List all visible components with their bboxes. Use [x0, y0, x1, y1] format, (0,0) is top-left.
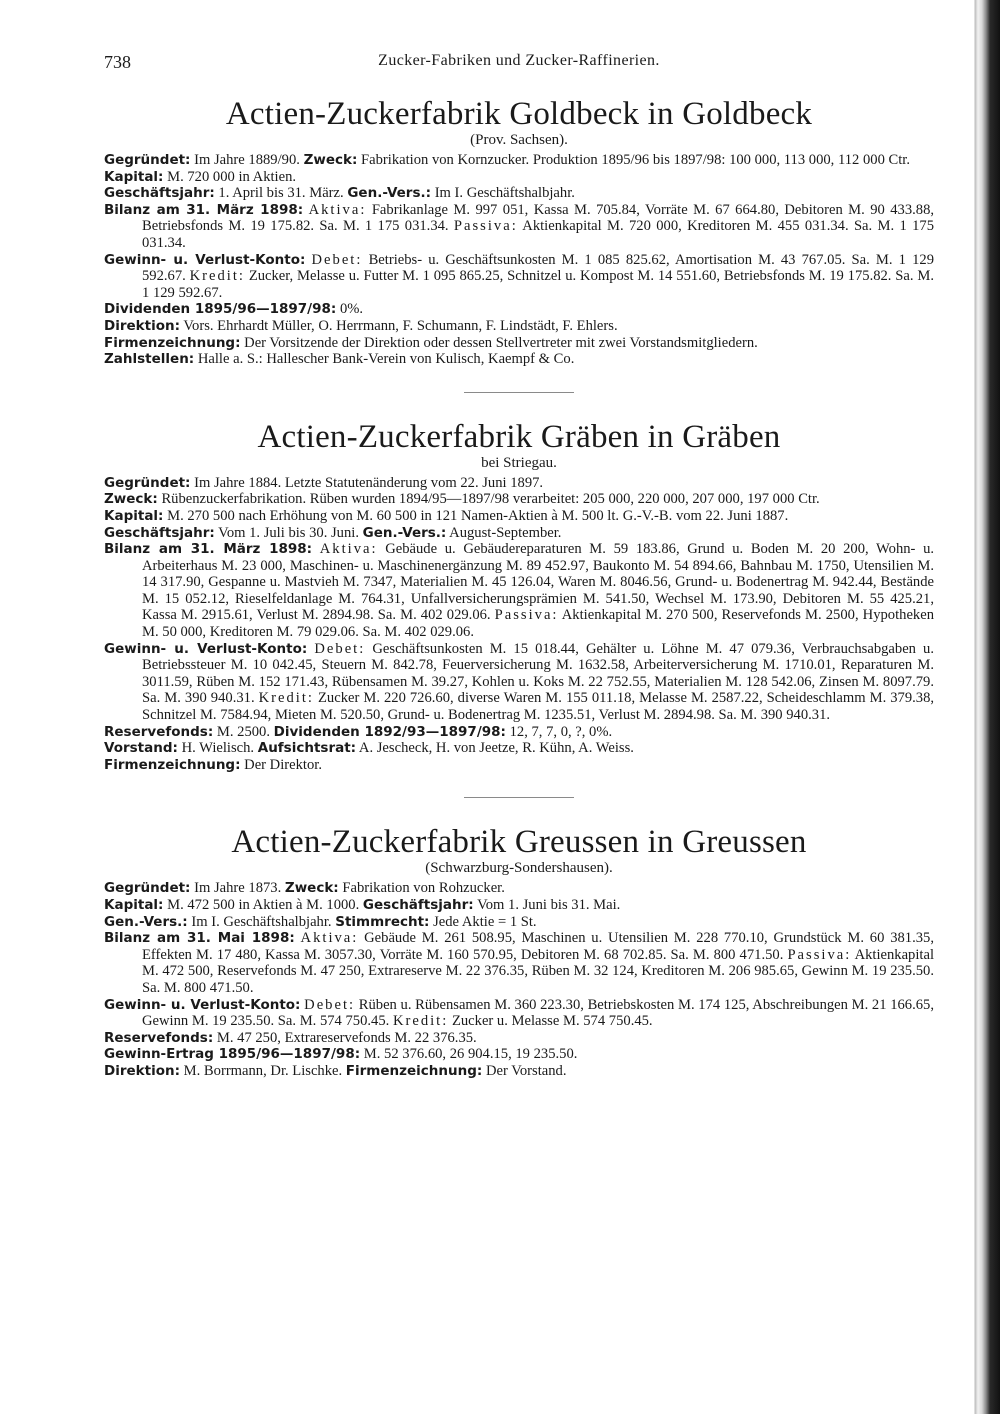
founded-paragraph: [104, 880, 934, 897]
liabilities-word: Passiva:: [494, 607, 559, 624]
liabilities-value: Aktienkapital M. 472 500, Reservefonds M. 47 250, Extrareserve M. 22 376.35, Rüben M. 32 124, Kreditoren M. 206 985.65, Gewinn M. 19 235.50. Sa. M. 800 471.50.: [142, 946, 934, 996]
dividends-paragraph: [104, 301, 934, 318]
supervisory-board-value: A. Jescheck, H. von Jeetze, R. Kühn, A. Weiss.: [358, 740, 634, 757]
profit-loss-label: Gewinn- u. Verlust-Konto:: [104, 251, 306, 268]
capital-value: M. 270 500 nach Erhöhung von M. 60 500 in 121 Namen-Aktien à M. 500 lt. G.-V.-B. vom 22. Juni 1887.: [167, 507, 789, 524]
board-label: Direktion:: [104, 317, 180, 334]
signature-value: Der Direktor.: [244, 756, 322, 773]
profit-loss-label: Gewinn- u. Verlust-Konto:: [104, 640, 308, 657]
company-title: Actien-Zuckerfabrik Greussen in Greussen: [231, 824, 807, 861]
debit-word: Debet:: [311, 251, 363, 268]
profit-loss-paragraph: [104, 252, 934, 302]
page-number: 738: [104, 52, 131, 72]
running-head: [104, 52, 934, 82]
reserve-value: M. 2500.: [216, 723, 270, 740]
liabilities-word: Passiva:: [453, 218, 518, 235]
assets-word: Aktiva:: [308, 201, 367, 218]
credit-value: Zucker M. 220 726.60, diverse Waren M. 155 011.18, Melasse M. 2587.22, Scheideschlamm M. 379.38, Schnitzel M. 7584.94, Mieten M. 520.50, Grund- u. Bodenertrag M. 1235.51, Verlust M. 2894.98. Sa. M. 390 940.31.: [142, 690, 935, 724]
paying-agents-label: Zahlstellen:: [104, 351, 195, 368]
board-paragraph: [104, 1063, 934, 1080]
founded-value: Im Jahre 1884. Letzte Statutenänderung vom 22. Juni 1897.: [194, 474, 544, 491]
general-meeting-label: Gen.-Vers.:: [104, 913, 188, 930]
purpose-value: Rübenzuckerfabrikation. Rüben wurden 1894/95—1897/98 verarbeitet: 205 000, 220 000, 207 000, 197 000 Ctr.: [161, 491, 820, 508]
purpose-value: Fabrikation von Rohzucker.: [342, 880, 505, 897]
paying-agents-paragraph: [104, 351, 934, 368]
page-edge-shadow: [968, 0, 1000, 1414]
debit-word: Debet:: [314, 640, 366, 657]
founded-label: Gegründet:: [104, 152, 191, 168]
paying-agents-value: Halle a. S.: Hallescher Bank-Verein von Kulisch, Kaempf & Co.: [197, 351, 575, 368]
debit-value: Betriebs- u. Geschäftsunkosten M. 1 085 825.62, Amortisation M. 43 767.05. Sa. M. 1 129 592.67.: [142, 251, 934, 285]
dividends-label: Dividenden 1895/96—1897/98:: [104, 301, 337, 318]
credit-word: Kredit:: [189, 268, 245, 285]
founded-value: Im Jahre 1873.: [194, 880, 282, 897]
board-label: Direktion:: [104, 1062, 180, 1079]
general-meeting-value: Im I. Geschäftshalbjahr.: [434, 185, 575, 202]
capital-label: Kapital:: [104, 507, 164, 524]
credit-value: Zucker u. Melasse M. 574 750.45.: [451, 1013, 653, 1030]
company-location: (Prov. Sachsen).: [470, 132, 568, 148]
company-title: Actien-Zuckerfabrik Goldbeck in Goldbeck: [225, 96, 813, 132]
fiscal-year-paragraph: [104, 525, 934, 542]
capital-paragraph: [104, 897, 934, 914]
liabilities-value: Aktienkapital M. 270 500, Reservefonds M. 2500, Hypotheken M. 50 000, Kreditoren M. 79 029.06. Sa. M. 402 029.06.: [142, 607, 935, 641]
capital-value: M. 720 000 in Aktien.: [167, 168, 297, 185]
dividends-value: 12, 7, 7, 0, ?, 0%.: [509, 723, 613, 740]
assets-word: Aktiva:: [300, 930, 359, 947]
founded-label: Gegründet:: [104, 474, 191, 491]
capital-value: M. 472 500 in Aktien à M. 1000.: [167, 897, 360, 913]
board-value: M. Borrmann, Dr. Lischke.: [183, 1062, 343, 1079]
general-meeting-paragraph: [104, 914, 934, 931]
fiscal-year-paragraph: [104, 185, 934, 202]
management-value: H. Wielisch.: [181, 740, 255, 757]
profit-loss-paragraph: [104, 997, 934, 1030]
purpose-label: Zweck:: [104, 491, 158, 508]
general-meeting-label: Gen.-Vers.:: [347, 185, 432, 202]
founded-paragraph: [104, 475, 934, 492]
debit-word: Debet:: [304, 996, 356, 1013]
dividends-value: 0%.: [339, 301, 364, 318]
profit-loss-label: Gewinn- u. Verlust-Konto:: [104, 996, 301, 1013]
dividends-label: Dividenden 1892/93—1897/98:: [273, 723, 506, 740]
assets-value: Gebäude M. 261 508.95, Maschinen u. Utensilien M. 228 770.10, Grundstück M. 60 381.35, Effekten M. 17 480, Kassa M. 3057.30, Vorräte M. 160 570.95, Debitoren M. 68 702.85. Sa. M. 800 471.50.: [142, 930, 934, 963]
fiscal-year-value: Vom 1. Juli bis 30. Juni.: [218, 524, 359, 541]
management-paragraph: [104, 740, 934, 757]
profit-loss-paragraph: [104, 641, 934, 724]
general-meeting-value: August-September.: [449, 524, 562, 541]
signature-paragraph: [104, 757, 934, 774]
purpose-label: Zweck:: [284, 880, 339, 897]
capital-label: Kapital:: [104, 897, 164, 913]
founded-label: Gegründet:: [104, 880, 191, 897]
fiscal-year-label: Geschäftsjahr:: [362, 897, 474, 913]
entry-greussen: [104, 824, 934, 1079]
voting-right-label: Stimmrecht:: [335, 913, 430, 930]
founded-paragraph: [104, 152, 934, 169]
board-value: Vors. Ehrhardt Müller, O. Herrmann, F. Schumann, F. Lindstädt, F. Ehlers.: [183, 317, 618, 334]
balance-label: Bilanz am 31. März 1898:: [104, 201, 304, 218]
debit-value: Rüben u. Rübensamen M. 360 223.30, Betriebskosten M. 174 125, Abschreibungen M. 21 166.65, Gewinn M. 19 235.50. Sa. M. 574 750.45.: [142, 996, 934, 1030]
signature-label: Firmenzeichnung:: [104, 334, 241, 351]
purpose-label: Zweck:: [303, 152, 358, 168]
company-location: bei Striegau.: [481, 454, 557, 471]
assets-value: Gebäude u. Gebäudereparaturen M. 59 183.86, Grund u. Boden M. 20 200, Wohn- u. Arbeiterhaus M. 23 000, Maschinen- u. Maschinenergänzung M. 89 452.97, Baukonto M. 54 894.66, Bahnbau M. 1750, Utensilien M. 14 317.90, Gespanne u. Mastvieh M. 7347, Materialien M. 45 126.04, Waren M. 8046.56, Grund- u. Bodenertrag M. 942.44, Bestände M. 15 052.12, Rieselfeldanlage M. 764.31, Unfallversicherungsprämien M. 541.50, Wechsel M. 173.90, Debitoren M. 55 425.21, Kassa M. 2915.61, Verlust M. 2894.98. Sa. M. 402 029.06.: [142, 541, 935, 624]
capital-paragraph: [104, 508, 934, 525]
general-meeting-label: Gen.-Vers.:: [362, 524, 447, 541]
reserve-paragraph: [104, 724, 934, 741]
credit-word: Kredit:: [392, 1013, 449, 1030]
balance-paragraph: [104, 202, 934, 252]
purpose-paragraph: [104, 491, 934, 508]
company-location: (Schwarzburg-Sondershausen).: [425, 860, 613, 877]
signature-value: Der Vorsitzende der Direktion oder dessen Stellvertreter mit zwei Vorstandsmitgliedern.: [244, 334, 758, 351]
running-title: Zucker-Fabriken und Zucker-Raffinerien.: [378, 52, 660, 69]
fiscal-year-value: Vom 1. Juni bis 31. Mai.: [477, 897, 621, 913]
liabilities-word: Passiva:: [787, 946, 852, 963]
profit-yield-paragraph: [104, 1046, 934, 1063]
voting-right-value: Jede Aktie = 1 St.: [433, 913, 537, 930]
fiscal-year-value: 1. April bis 31. März.: [218, 185, 344, 202]
assets-value: Fabrikanlage M. 997 051, Kassa M. 705.84, Vorräte M. 67 664.80, Debitoren M. 90 433.88, Betriebsfonds M. 19 175.82. Sa. M. 1 175 031.34.: [142, 201, 935, 235]
founded-value: Im Jahre 1889/90.: [194, 152, 300, 168]
fiscal-year-label: Geschäftsjahr:: [104, 524, 215, 541]
section-divider: [464, 797, 574, 798]
assets-word: Aktiva:: [319, 541, 378, 558]
management-label: Vorstand:: [104, 740, 178, 757]
capital-label: Kapital:: [104, 168, 164, 185]
debit-value: Geschäftsunkosten M. 15 018.44, Gehälter u. Löhne M. 47 079.36, Verbrauchsabgaben u. Betriebssteuer M. 10 042.45, Steuern M. 842.78, Feuerversicherung M. 1632.58, Arbeiterversicherung M. 1710.01, Reparaturen M. 3011.59, Rüben M. 152 171.43, Rübensamen M. 39.27, Kohlen u. Koks M. 22 752.55, Materialien M. 128 542.06, Zinsen M. 8097.79. Sa. M. 390 940.31.: [142, 640, 934, 707]
section-divider: [464, 392, 574, 393]
credit-value: Zucker, Melasse u. Futter M. 1 095 865.25, Schnitzel u. Kompost M. 14 551.60, Betriebsfonds M. 19 175.82. Sa. M. 1 129 592.67.: [142, 268, 934, 301]
signature-value: Der Vorstand.: [485, 1062, 567, 1079]
board-paragraph: [104, 318, 934, 335]
balance-label: Bilanz am 31. Mai 1898:: [104, 930, 295, 947]
entry-goldbeck: [104, 96, 934, 368]
reserve-label: Reservefonds:: [104, 723, 214, 740]
profit-yield-label: Gewinn-Ertrag 1895/96—1897/98:: [104, 1046, 361, 1063]
balance-label: Bilanz am 31. März 1898:: [104, 541, 313, 558]
entry-graeben: [104, 419, 934, 774]
capital-paragraph: [104, 169, 934, 186]
general-meeting-value: Im I. Geschäftshalbjahr.: [191, 913, 332, 930]
signature-label: Firmenzeichnung:: [104, 756, 241, 773]
credit-word: Kredit:: [258, 690, 314, 707]
signature-label: Firmenzeichnung:: [345, 1062, 483, 1079]
fiscal-year-label: Geschäftsjahr:: [104, 185, 215, 202]
reserve-paragraph: [104, 1030, 934, 1047]
balance-paragraph: [104, 930, 934, 996]
reserve-label: Reservefonds:: [104, 1029, 214, 1046]
document-page: [104, 52, 934, 1080]
supervisory-board-label: Aufsichtsrat:: [257, 740, 357, 757]
company-title: Actien-Zuckerfabrik Gräben in Gräben: [257, 418, 781, 455]
balance-paragraph: [104, 541, 934, 641]
purpose-value: Fabrikation von Kornzucker. Produktion 1895/96 bis 1897/98: 100 000, 113 000, 112 000 Ctr.: [361, 152, 911, 168]
profit-yield-value: M. 52 376.60, 26 904.15, 19 235.50.: [363, 1046, 578, 1063]
liabilities-value: Aktienkapital M. 720 000, Kreditoren M. 455 031.34. Sa. M. 1 175 031.34.: [142, 218, 934, 251]
signature-paragraph: [104, 335, 934, 352]
reserve-value: M. 47 250, Extrareservefonds M. 22 376.35.: [216, 1029, 477, 1046]
